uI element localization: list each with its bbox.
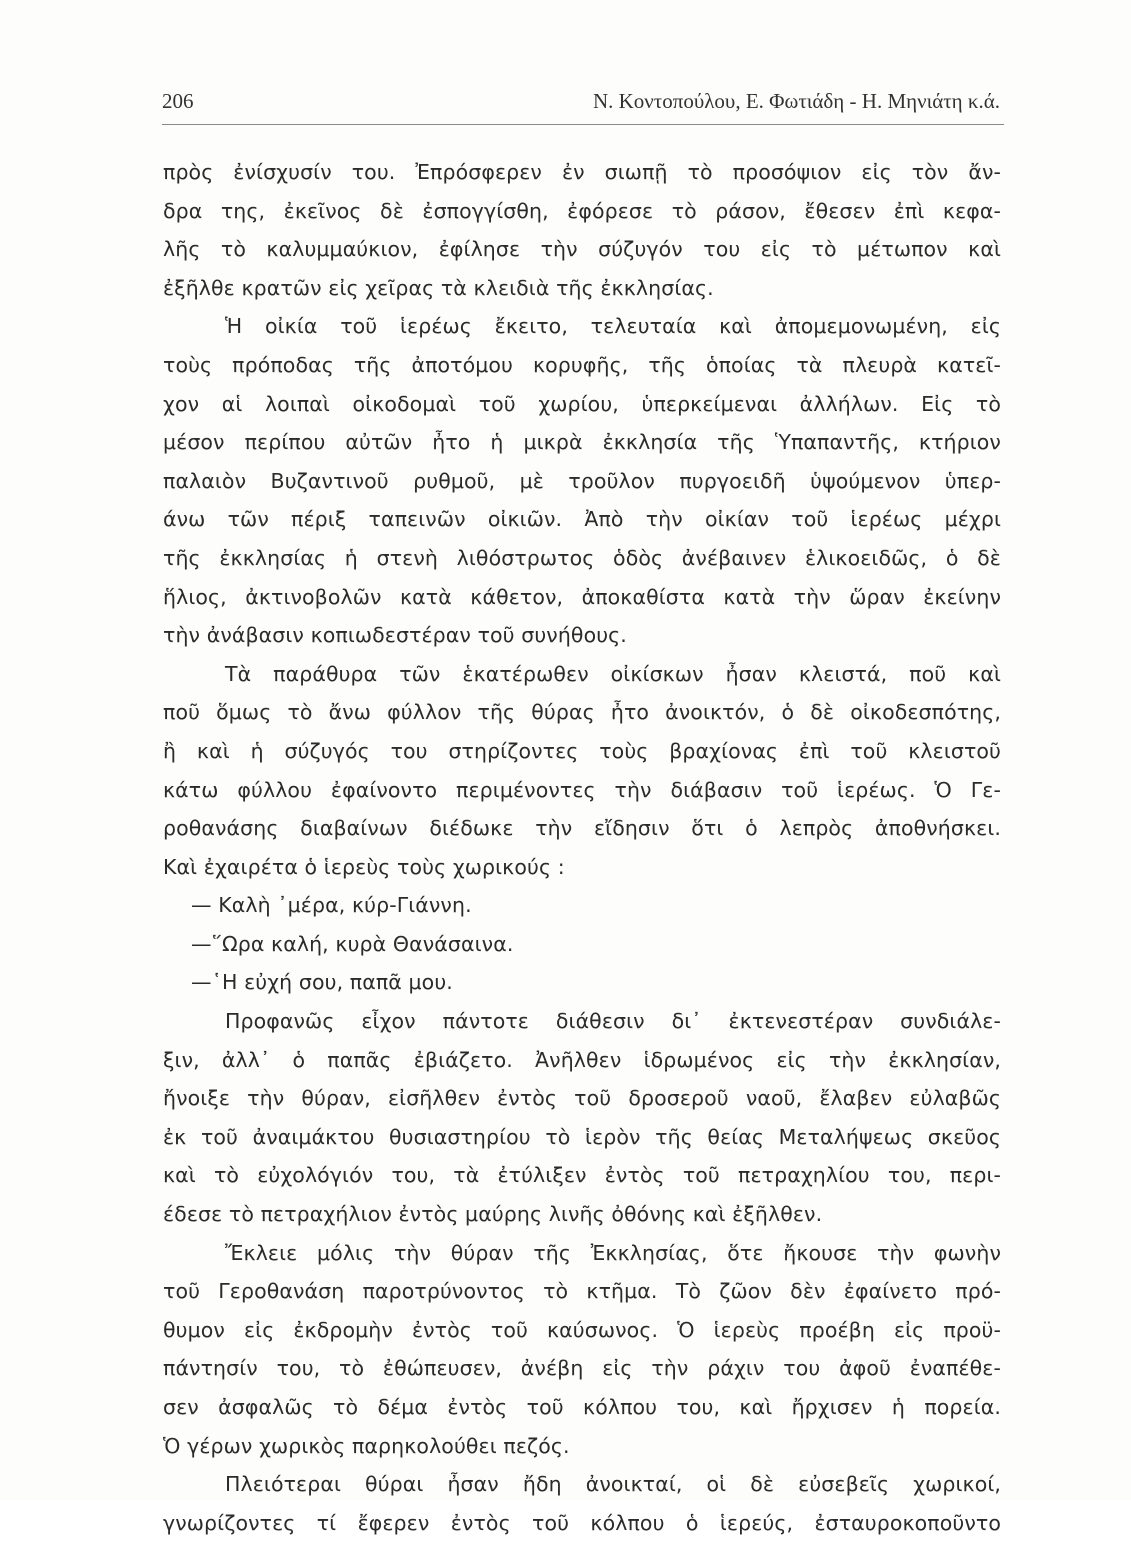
text-line: Τὰ παράθυρα τῶν ἑκατέρωθεν οἰκίσκων ἦσαν κλειστά, ποῦ καὶ <box>225 661 1001 686</box>
text-line: τοὺς πρόποδας τῆς ἀποτόμου κορυφῆς, τῆς ὁποίας τὰ πλευρὰ κατεῖ- <box>163 352 1001 377</box>
text-line: καὶ τὸ εὐχολόγιόν του, τὰ ἐτύλιξεν ἐντὸς τοῦ πετραχηλίου του, περι- <box>163 1163 1001 1188</box>
text-line: γνωρίζοντες τί ἔφερεν ἐντὸς τοῦ κόλπου ὁ ἱερεύς, ἐσταυροκοποῦντο <box>163 1510 1001 1535</box>
text-line: πρὸς ἐνίσχυσίν του. Ἐπρόσφερεν ἐν σιωπῇ τὸ προσόψιον εἰς τὸν ἄν- <box>163 160 1001 184</box>
text-line: Ἡ οἰκία τοῦ ἱερέως ἔκειτο, τελευταία καὶ ἀπομεμονωμένη, εἰς <box>225 314 1001 339</box>
text-line: χον αἱ λοιπαὶ οἰκοδομαὶ τοῦ χωρίου, ὑπερκείμεναι ἀλλήλων. Εἰς τὸ <box>163 391 1001 416</box>
text-line: Προφανῶς εἶχον πάντοτε διάθεσιν δι᾿ ἐκτενεστέραν συνδιάλε- <box>225 1009 1001 1034</box>
text-line: έδεσε τὸ πετραχήλιον ἐντὸς μαύρης λινῆς ὀθόνης καὶ ἐξῆλθεν. <box>163 1202 823 1227</box>
running-head: Ν. Κοντοπούλου, Ε. Φωτιάδη - Η. Μηνιάτη κ.ά. <box>592 89 1000 113</box>
text-line: παλαιὸν Βυζαντινοῦ ρυθμοῦ, μὲ τροῦλον πυργοειδῆ ὑψούμενον ὑπερ- <box>163 468 1001 493</box>
text-line: τῆς ἐκκλησίας ἡ στενὴ λιθόστρωτος ὁδὸς ἀνέβαινεν ἑλικοειδῶς, ὁ δὲ <box>163 545 1001 570</box>
text-line: δρα της, ἐκεῖνος δὲ ἐσπογγίσθη, ἐφόρεσε τὸ ράσον, ἔθεσεν ἐπὶ κεφα- <box>163 198 1001 223</box>
dialogue-line: — Καλὴ ᾿μέρα, κύρ-Γιάννη. <box>191 893 472 918</box>
text-line: ροθανάσης διαβαίνων διέδωκε τὴν εἴδησιν ὅτι ὁ λεπρὸς ἀποθνήσκει. <box>163 816 1001 841</box>
text-line: τὴν ἀνάβασιν κοπιωδεστέραν τοῦ συνήθους. <box>163 623 627 648</box>
text-line: άνω τῶν πέριξ ταπεινῶν οἰκιῶν. Ἀπὸ τὴν οἰκίαν τοῦ ἱερέως μέχρι <box>163 507 1001 532</box>
text-line: ἤνοιξε τὴν θύραν, εἰσῆλθεν ἐντὸς τοῦ δροσεροῦ ναοῦ, ἔλαβεν εὐλαβῶς <box>163 1086 1001 1111</box>
text-line: ἢ καὶ ἡ σύζυγός του στηρίζοντες τοὺς βραχίονας ἐπὶ τοῦ κλειστοῦ <box>163 738 1001 763</box>
page-header <box>162 89 1004 125</box>
text-line: πάντησίν του, τὸ ἐθώπευσεν, ἀνέβη εἰς τὴν ράχιν του ἀφοῦ ἐναπέθε- <box>163 1356 1001 1381</box>
text-line: ἐκ τοῦ ἀναιμάκτου θυσιαστηρίου τὸ ἱερὸν τῆς θείας Μεταλήψεως σκεῦος <box>163 1124 1001 1149</box>
text-line: θυμον εἰς ἐκδρομὴν ἐντὸς τοῦ καύσωνος. Ὁ ἱερεὺς προέβη εἰς προϋ- <box>163 1317 1001 1342</box>
dialogue-line: —῞Ωρα καλή, κυρὰ Θανάσαινα. <box>191 931 514 956</box>
text-line: λῆς τὸ καλυμμαύκιον, ἐφίλησε τὴν σύζυγόν του εἰς τὸ μέτωπον καὶ <box>163 237 1001 262</box>
text-line: Καὶ ἐχαιρέτα ὁ ἱερεὺς τοὺς χωρικούς : <box>163 854 565 879</box>
text-line: μέσον περίπου αὐτῶν ἦτο ἡ μικρὰ ἐκκλησία τῆς Ὑπαπαντῆς, κτήριον <box>163 430 1001 455</box>
page-number: 206 <box>162 89 194 113</box>
text-line: ποῦ ὅμως τὸ ἄνω φύλλον τῆς θύρας ἦτο ἀνοικτόν, ὁ δὲ οἰκοδεσπότης, <box>163 700 1001 725</box>
text-line: Ὁ γέρων χωρικὸς παρηκολούθει πεζός. <box>163 1433 570 1458</box>
text-line: σεν ἀσφαλῶς τὸ δέμα ἐντὸς τοῦ κόλπου του, καὶ ἤρχισεν ἡ πορεία. <box>163 1395 1001 1419</box>
text-line: ἥλιος, ἀκτινοβολῶν κατὰ κάθετον, ἀποκαθίστα κατὰ τὴν ὥραν ἐκείνην <box>163 584 1001 609</box>
dialogue-line: —῾Η εὐχή σου, παπᾶ μου. <box>191 970 453 995</box>
text-line: ἐξῆλθε κρατῶν εἰς χεῖρας τὰ κλειδιὰ τῆς ἐκκλησίας. <box>163 275 714 300</box>
text-line: Πλειότεραι θύραι ἦσαν ἤδη ἀνοικταί, οἱ δὲ εὐσεβεῖς χωρικοί, <box>225 1472 1001 1497</box>
body-text <box>163 153 1001 1542</box>
header-rule <box>162 124 1004 125</box>
text-line: τοῦ Γεροθανάση παροτρύνοντος τὸ κτῆμα. Τὸ ζῶον δὲν ἐφαίνετο πρό- <box>163 1279 1001 1304</box>
text-line: ξιν, ἀλλ᾿ ὁ παπᾶς ἐβιάζετο. Ἀνῆλθεν ἱδρωμένος εἰς τὴν ἐκκλησίαν, <box>163 1047 1001 1072</box>
text-line: Ἔκλειε μόλις τὴν θύραν τῆς Ἐκκλησίας, ὅτε ἤκουσε τὴν φωνὴν <box>225 1240 1001 1265</box>
text-line: κάτω φύλλου ἐφαίνοντο περιμένοντες τὴν διάβασιν τοῦ ἱερέως. Ὁ Γε- <box>163 777 1001 802</box>
